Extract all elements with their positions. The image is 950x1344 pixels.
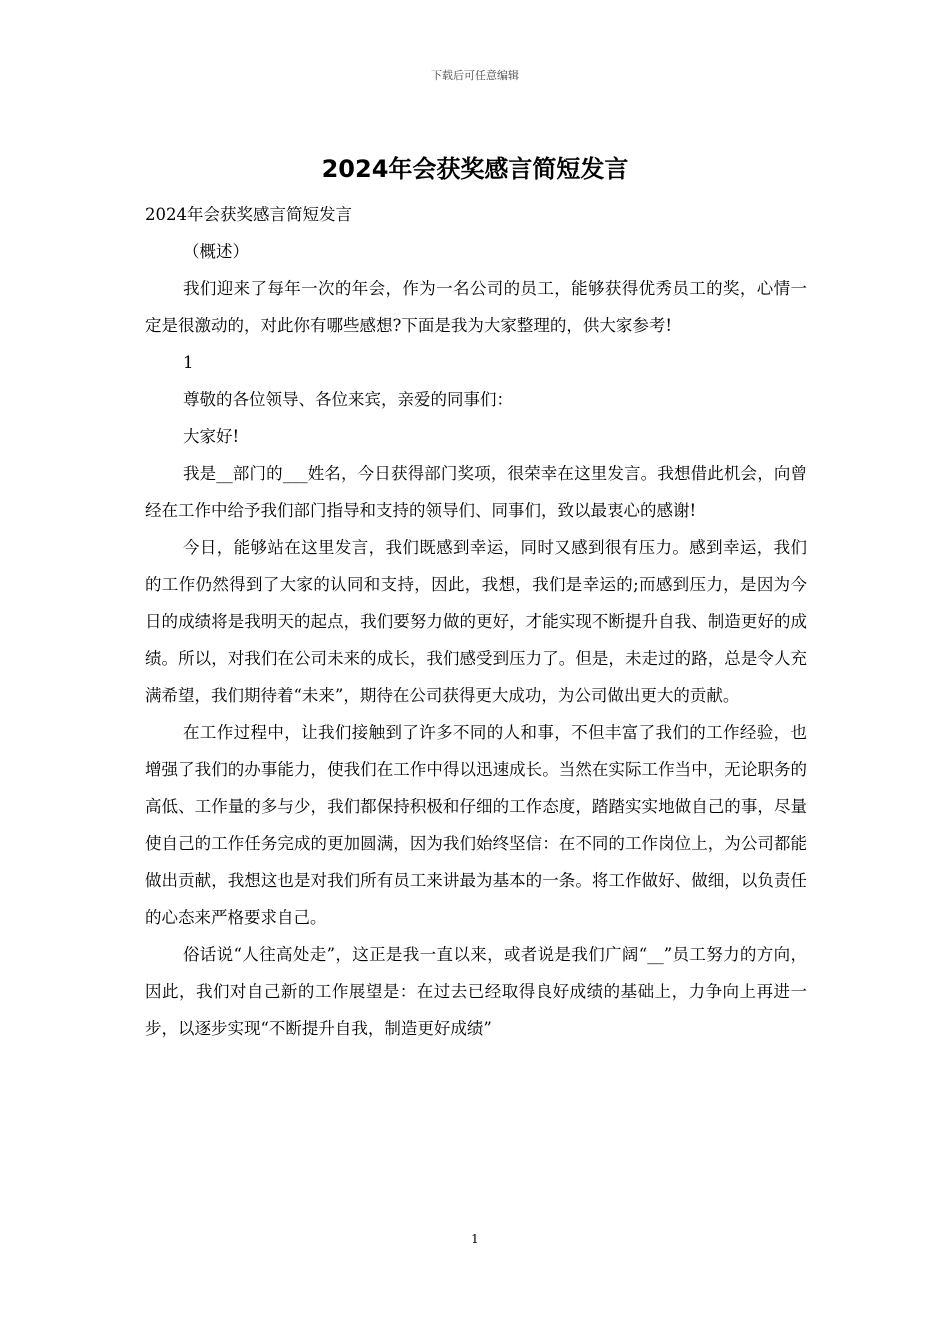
document-subtitle: 2024年会获奖感言简短发言 <box>145 205 352 224</box>
paragraph-intro: 我们迎来了每年一次的年会，作为一名公司的员工，能够获得优秀员工的奖，心情一定是很激动的，对此你有哪些感想?下面是我为大家整理的，供大家参考! <box>145 279 807 335</box>
paragraph-pressure: 今日，能够站在这里发言，我们既感到幸运，同时又感到很有压力。感到幸运，我们的工作仍然得到了大家的认同和支持，因此，我想，我们是幸运的;而感到压力，是因为今日的成绩将是我明天的起点，我们要努力做的更好，才能实现不断提升自我、制造更好的成绩。所以，对我们在公司未来的成长，我们感受到压力了。但是，未走过的路，总是令人充满希望，我们期待着“未来”，期待在公司获得更大成功，为公司做出更大的贡献。 <box>145 538 807 705</box>
paragraph-greeting: 大家好! <box>182 427 240 446</box>
document-body <box>145 196 807 1047</box>
paragraph-work-process: 在工作过程中，让我们接触到了许多不同的人和事，不但丰富了我们的工作经验，也增强了我们的办事能力，使我们在工作中得以迅速成长。当然在实际工作当中，无论职务的高低、工作量的多与少，我们都保持积极和仔细的工作态度，踏踏实实地做自己的事，尽量使自己的工作任务完成的更加圆满，因为我们始终坚信：在不同的工作岗位上，为公司都能做出贡献，我想这也是对我们所有员工来讲最为基本的一条。将工作做好、做细，以负责任的心态来严格要求自己。 <box>145 723 807 927</box>
page-header-note: 下载后可任意编辑 <box>431 69 519 82</box>
section-number: 1 <box>182 353 194 372</box>
paragraph-thanks: 我是__部门的___姓名，今日获得部门奖项，很荣幸在这里发言。我想借此机会，向曾经在工作中给予我们部门指导和支持的领导们、同事们，致以最衷心的感谢! <box>145 464 807 520</box>
document-title: 2024年会获奖感言简短发言 <box>321 155 629 183</box>
paragraph-outlook: 俗话说“人往高处走”，这正是我一直以来，或者说是我们广阔“__”员工努力的方向，因此，我们对自己新的工作展望是：在过去已经取得良好成绩的基础上，力争向上再进一步，以逐步实现“不断提升自我，制造更好成绩” <box>145 945 807 1038</box>
page-number: 1 <box>471 1232 479 1246</box>
paragraph-overview-label: （概述） <box>182 242 249 261</box>
paragraph-salutation: 尊敬的各位领导、各位来宾，亲爱的同事们： <box>182 390 513 409</box>
